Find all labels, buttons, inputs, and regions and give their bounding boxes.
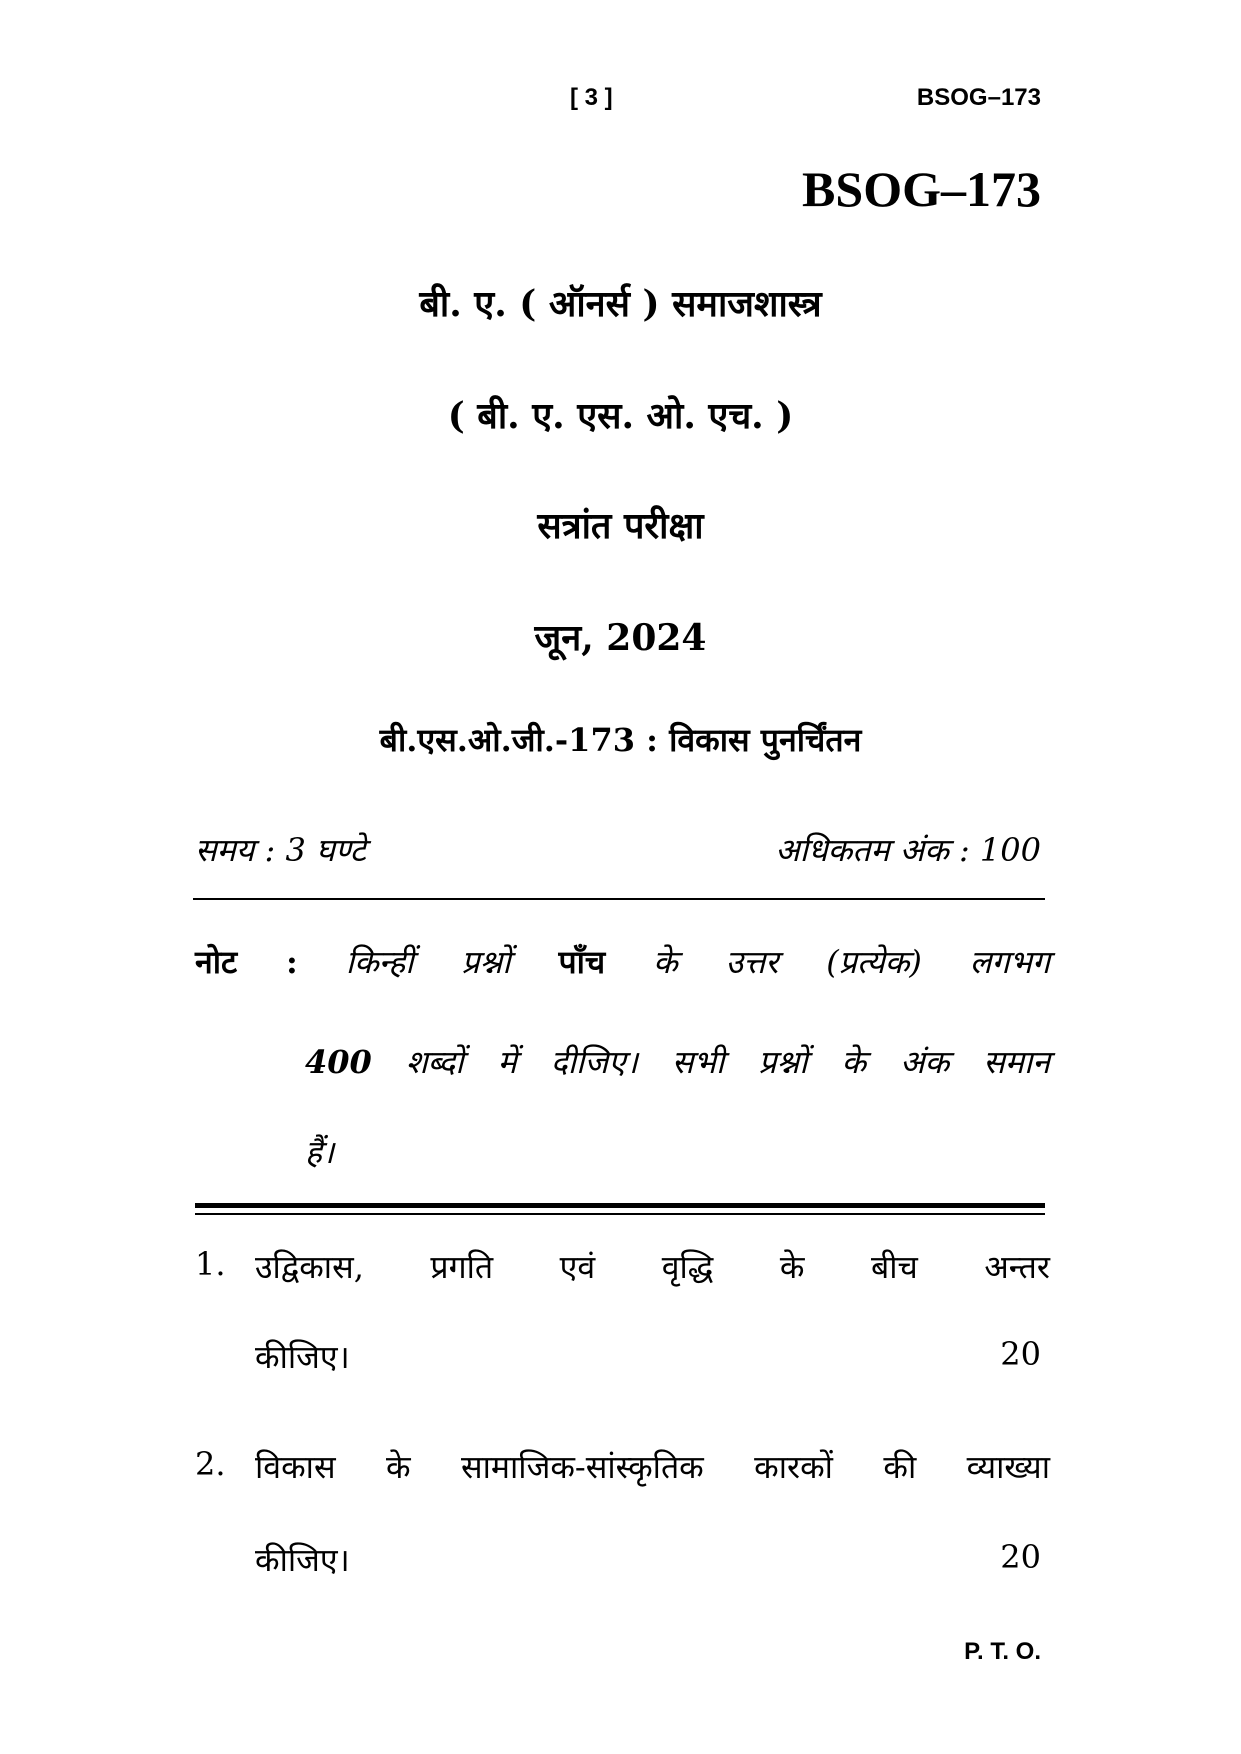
course-title: बी.एस.ओ.जी.-173 : विकास पुनर्चिंतन — [379, 721, 862, 759]
note-line-3: हैं। — [305, 1133, 335, 1171]
pto-label: P. T. O. — [964, 1638, 1041, 1665]
question-text: विकास के सामाजिक-सांस्कृतिक कारकों की व्याख्या — [255, 1448, 1050, 1486]
time-allowed: समय : 3 घण्टे — [195, 831, 366, 869]
question-text: उद्विकास, प्रगति एवं वृद्धि के बीच अन्तर — [255, 1248, 1050, 1286]
question-number: 1. — [195, 1245, 226, 1283]
double-rule-top — [195, 1203, 1045, 1208]
question-marks: 20 — [1000, 1335, 1041, 1373]
page-number: [ 3 ] — [570, 84, 613, 111]
question-text: कीजिए। — [255, 1541, 350, 1579]
double-rule-bottom — [195, 1213, 1045, 1215]
exam-date: जून, 2024 — [534, 617, 707, 659]
note-word-limit: 400 — [305, 1043, 372, 1081]
max-marks: अधिकतम अंक : 100 — [775, 831, 1041, 869]
note-bold: पाँच — [558, 943, 606, 981]
divider — [193, 898, 1045, 900]
question-number: 2. — [195, 1445, 226, 1483]
note-text: के उत्तर (प्रत्येक) लगभग — [653, 943, 1050, 981]
header-code: BSOG–173 — [916, 84, 1041, 111]
note-text: किन्हीं प्रश्नों — [345, 943, 511, 981]
paper-code: BSOG–173 — [802, 161, 1041, 217]
question-text: कीजिए। — [255, 1338, 350, 1376]
exam-type: सत्रांत परीक्षा — [537, 505, 704, 547]
programme-title: बी. ए. ( ऑनर्स ) समाजशास्त्र — [419, 283, 822, 325]
note-label: नोट : — [195, 943, 298, 981]
note-line-1 — [195, 940, 1050, 983]
note-line-2 — [305, 1040, 1050, 1083]
note-text: शब्दों में दीजिए। सभी प्रश्नों के अंक समान — [405, 1043, 1051, 1081]
programme-abbr: ( बी. ए. एस. ओ. एच. ) — [447, 395, 794, 437]
question-marks: 20 — [1000, 1538, 1041, 1576]
